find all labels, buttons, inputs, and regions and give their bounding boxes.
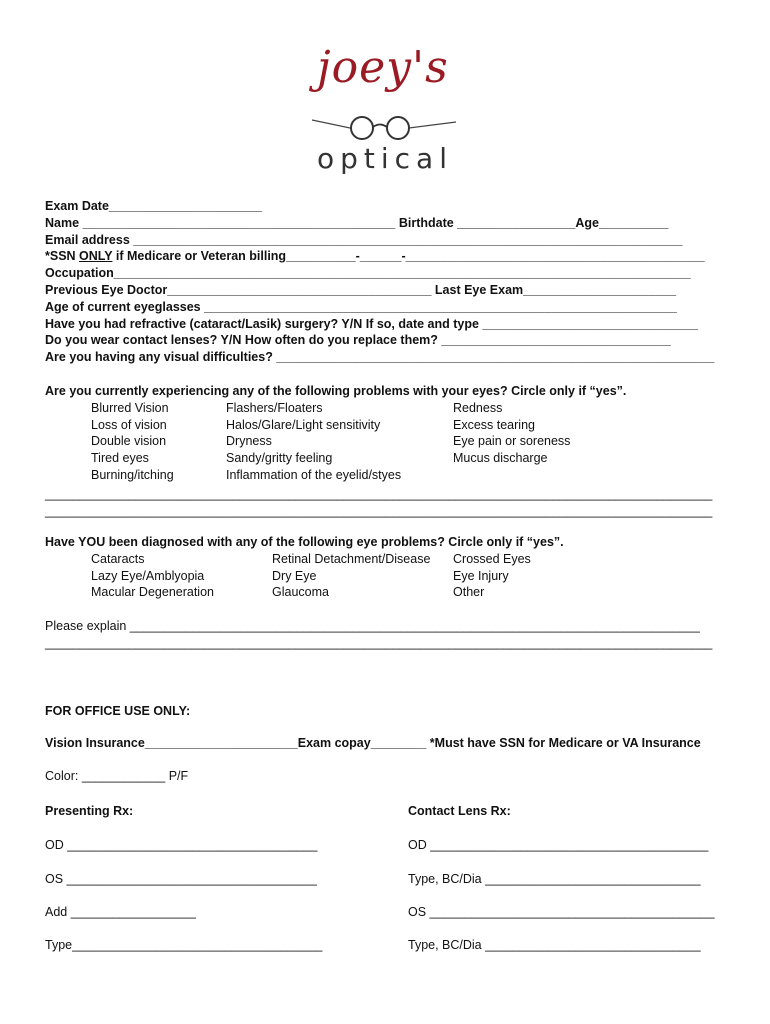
problem-option[interactable]: Burning/itching [91,468,174,482]
diagnosis-option[interactable]: Lazy Eye/Amblyopia [91,569,205,583]
diagnosis-option[interactable]: Eye Injury [453,569,509,583]
problems-notes-line[interactable]: ________________________________________________________________________________________________ [45,487,713,501]
logo-sub-text: optical [317,142,453,175]
presenting-add-field[interactable]: Add __________________ [45,905,196,919]
surgery-field[interactable]: Have you had refractive (cataract/Lasik) surgery? Y/N If so, date and type _______________________________ [45,317,698,331]
problems-question: Are you currently experiencing any of the following problems with your eyes? Circle only if “yes”. [45,384,627,398]
contact-os-field[interactable]: OS _________________________________________ [408,905,715,919]
glasses-icon [310,114,460,140]
visual-difficulties-field[interactable]: Are you having any visual difficulties? _______________________________________________________________ [45,350,715,364]
presenting-od-field[interactable]: OD ____________________________________ [45,838,318,852]
problem-option[interactable]: Inflammation of the eyelid/styes [226,468,402,482]
joeys-optical-logo [300,42,470,182]
ssn-label-post: if Medicare or Veteran billing__________-______-___________________________________________ [112,249,705,263]
previous-doctor-field[interactable]: Previous Eye Doctor______________________________________ Last Eye Exam______________________ [45,283,677,297]
diagnosis-option[interactable]: Dry Eye [272,569,317,583]
problem-option[interactable]: Sandy/gritty feeling [226,451,333,465]
explain-notes-line[interactable]: ________________________________________________________________________________________________ [45,636,713,650]
diagnosis-option[interactable]: Cataracts [91,552,145,566]
exam-date-field[interactable]: Exam Date______________________ [45,199,262,213]
problem-option[interactable]: Halos/Glare/Light sensitivity [226,418,381,432]
contact-od-type-field[interactable]: Type, BC/Dia _______________________________ [408,872,701,886]
presenting-os-field[interactable]: OS ____________________________________ [45,872,317,886]
presenting-type-field[interactable]: Type____________________________________ [45,938,323,952]
eyeglasses-age-field[interactable]: Age of current eyeglasses ____________________________________________________________________ [45,300,677,314]
problem-option[interactable]: Double vision [91,434,167,448]
vision-insurance-field[interactable]: Vision Insurance______________________Exam copay________ *Must have SSN for Medicare or VA Insurance [45,736,701,750]
ssn-field[interactable] [45,248,705,264]
diagnosis-option[interactable]: Macular Degeneration [91,585,214,599]
diagnosis-option[interactable]: Crossed Eyes [453,552,531,566]
problem-option[interactable]: Mucus discharge [453,451,548,465]
contact-os-type-field[interactable]: Type, BC/Dia _______________________________ [408,938,701,952]
problem-option[interactable]: Redness [453,401,503,415]
diagnosis-option[interactable]: Retinal Detachment/Disease [272,552,431,566]
email-field[interactable]: Email address _______________________________________________________________________________ [45,233,683,247]
contact-lens-rx-heading: Contact Lens Rx: [408,804,511,818]
logo-brand-text: joey's [317,42,449,93]
please-explain-field[interactable]: Please explain __________________________________________________________________________________ [45,619,700,633]
ssn-label-pre: *SSN [45,249,80,263]
problem-option[interactable]: Tired eyes [91,451,149,465]
problem-option[interactable]: Eye pain or soreness [453,434,571,448]
problem-option[interactable]: Flashers/Floaters [226,401,323,415]
name-birthdate-age-field[interactable]: Name _____________________________________________ Birthdate _________________Age__________ [45,216,669,230]
contact-od-field[interactable]: OD ________________________________________ [408,838,709,852]
problems-notes-line[interactable]: ________________________________________________________________________________________________ [45,504,713,518]
problem-option[interactable]: Blurred Vision [91,401,169,415]
contact-lenses-field[interactable]: Do you wear contact lenses? Y/N How often do you replace them? _________________________________ [45,333,671,347]
presenting-rx-heading: Presenting Rx: [45,804,134,818]
problem-option[interactable]: Loss of vision [91,418,167,432]
office-use-heading: FOR OFFICE USE ONLY: [45,704,191,718]
problem-option[interactable]: Dryness [226,434,272,448]
problem-option[interactable]: Excess tearing [453,418,535,432]
ssn-label-only: ONLY [79,249,113,263]
diagnosis-option[interactable]: Glaucoma [272,585,329,599]
diagnosis-option[interactable]: Other [453,585,485,599]
color-field[interactable]: Color: ____________ P/F [45,769,189,783]
diagnosed-question: Have YOU been diagnosed with any of the following eye problems? Circle only if “yes”. [45,535,564,549]
occupation-field[interactable]: Occupation___________________________________________________________________________________ [45,266,691,280]
